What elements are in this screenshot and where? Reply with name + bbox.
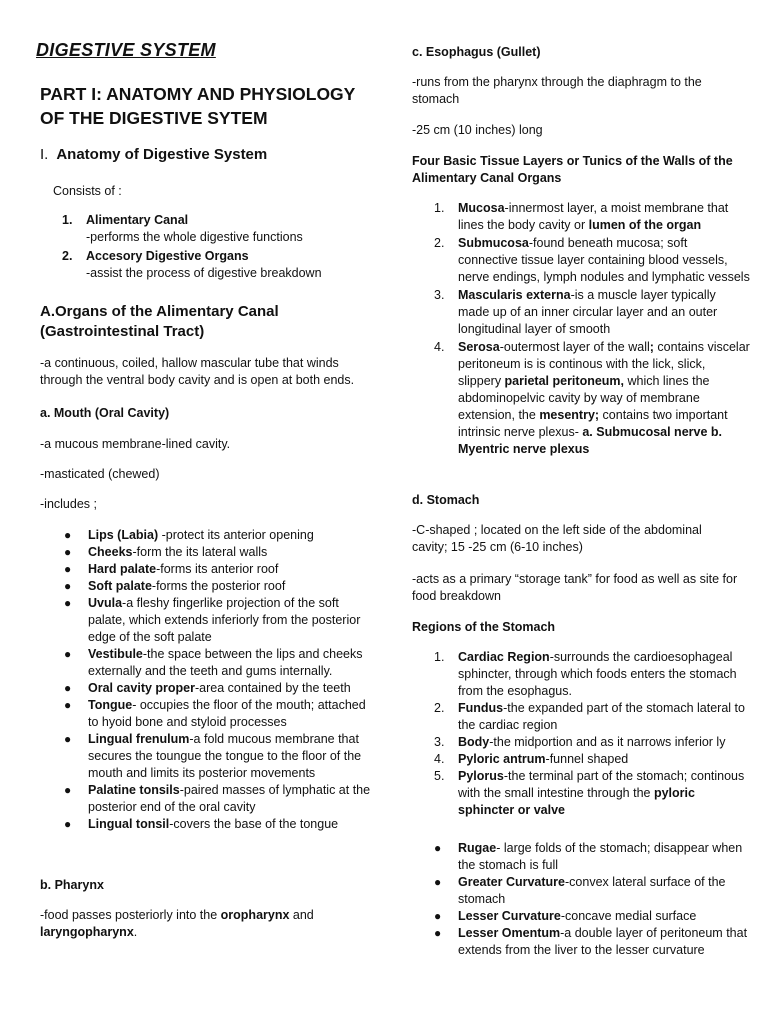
esophagus-length: -25 cm (10 inches) long <box>412 123 543 137</box>
list-item-term: Lesser Omentum <box>458 926 561 940</box>
part-heading <box>40 82 355 130</box>
consists-list <box>40 212 380 282</box>
mouth-parts-list <box>40 527 376 833</box>
list-item-text: -a double layer of peritoneum that extends from the liver to the lesser curvature <box>458 926 748 957</box>
stomach-heading: d. Stomach <box>412 493 480 507</box>
list-item-text: Mascularis externa-is a muscle layer typically made up of an inner circular layer and an outer longitudinal layer of smooth <box>458 288 718 336</box>
list-number: 2. <box>434 236 445 250</box>
list-number: 2. <box>434 701 445 715</box>
list-item <box>40 544 376 561</box>
list-item-term: Vestibule <box>88 647 143 661</box>
bullet-icon: ● <box>64 681 72 695</box>
list-item <box>412 751 748 768</box>
pharynx-description <box>40 907 340 941</box>
list-number: 2. <box>62 249 73 263</box>
pharynx-text: -food passes posteriorly into the <box>40 908 221 922</box>
list-item <box>412 287 750 338</box>
list-item-text: -forms its anterior roof <box>156 562 279 576</box>
list-item-term: Soft palate <box>88 579 152 593</box>
list-item <box>412 649 748 700</box>
list-item-label: Accesory Digestive Organs <box>86 249 249 263</box>
list-number: 1. <box>434 201 445 215</box>
list-item <box>40 527 376 544</box>
list-item <box>412 908 748 925</box>
section-number: I. <box>40 146 49 163</box>
list-item-text: Body-the midportion and as it narrows inferior ly <box>458 735 726 749</box>
esophagus-description: -runs from the pharynx through the diaphragm to the stomach <box>412 75 702 106</box>
mouth-heading: a. Mouth (Oral Cavity) <box>40 406 170 420</box>
list-item-term: Lingual frenulum <box>88 732 190 746</box>
stomach-description: -C-shaped ; located on the left side of the abdominal cavity; 15 -25 cm (6-10 inches) <box>412 523 702 554</box>
bullet-icon: ● <box>434 909 442 923</box>
list-item-term: Oral cavity proper <box>88 681 195 695</box>
right-column <box>410 0 750 1024</box>
list-item-term: Lips (Labia) <box>88 528 159 542</box>
pharynx-term-oropharynx: oropharynx <box>220 908 290 922</box>
list-item-text: Mucosa-innermost layer, a moist membrane that lines the body cavity or lumen of the organ <box>458 201 729 232</box>
mouth-includes: -includes ; <box>40 497 97 511</box>
bullet-icon: ● <box>434 841 442 855</box>
list-item-desc: -assist the process of digestive breakdown <box>86 266 322 280</box>
list-item-term: Lesser Curvature <box>458 909 561 923</box>
list-item <box>40 680 376 697</box>
stomach-features-list <box>412 840 748 959</box>
document-title: DIGESTIVE SYSTEM <box>36 40 216 60</box>
list-item <box>40 595 376 646</box>
list-item-text: -concave medial surface <box>560 909 697 923</box>
list-item-term: Greater Curvature <box>458 875 565 889</box>
list-number: 1. <box>434 650 445 664</box>
list-item-text: Pyloric antrum-funnel shaped <box>458 752 629 766</box>
list-item-term: Hard palate <box>88 562 157 576</box>
mouth-description: -a mucous membrane-lined cavity. <box>40 437 231 451</box>
tunics-heading: Four Basic Tissue Layers or Tunics of the Walls of the Alimentary Canal Organs <box>412 154 733 185</box>
list-item <box>412 339 750 458</box>
list-number: 3. <box>434 735 445 749</box>
list-item-term: Cheeks <box>88 545 133 559</box>
list-item-text: -covers the base of the tongue <box>169 817 339 831</box>
organs-heading-line1: A.Organs of the Alimentary Canal <box>40 303 279 320</box>
list-item-text: Serosa-outermost layer of the wall; contains viscelar peritoneum is is continous with the lick, slick, slippery parietal peritoneum, which lines the abdominopelvic cavity by way of membrane extension, the mesentry; contains two important intrinsic nerve plexus- a. Submucosal nerve b. Myentric nerve plexus <box>458 340 750 456</box>
list-item-desc: -performs the whole digestive functions <box>86 230 303 244</box>
tunics-list <box>412 200 750 459</box>
organs-description: -a continuous, coiled, hallow mascular tube that winds through the ventral body cavity and is open at both ends. <box>40 356 355 387</box>
list-item <box>40 816 376 833</box>
list-item-term: Lingual tonsil <box>88 817 170 831</box>
list-item <box>412 925 748 959</box>
list-item-text: -protect its anterior opening <box>158 528 314 542</box>
list-item <box>412 768 748 819</box>
bullet-icon: ● <box>64 579 72 593</box>
list-item <box>412 874 748 908</box>
pharynx-text: and <box>289 908 314 922</box>
section-title: Anatomy of Digestive System <box>56 146 268 163</box>
organs-heading-line2: (Gastrointestinal Tract) <box>40 323 205 340</box>
list-item <box>412 734 748 751</box>
list-item-text: -form the its lateral walls <box>132 545 268 559</box>
list-item-text: Fundus-the expanded part of the stomach lateral to the cardiac region <box>458 701 745 732</box>
list-item <box>412 200 750 234</box>
list-item-text: Pylorus-the terminal part of the stomach; continous with the small intestine through the pyloric sphincter or valve <box>458 769 745 817</box>
list-item <box>40 731 376 782</box>
list-item-text: Submucosa-found beneath mucosa; soft connective tissue layer containing blood vessels, nerve endings, lymph nodules and lymphatic vessels <box>458 236 750 284</box>
list-item-text: -paired masses of lymphatic at the posterior end of the oral cavity <box>88 783 371 814</box>
list-item-term: Tongue <box>88 698 133 712</box>
list-number: 4. <box>434 340 445 354</box>
list-item-text: - large folds of the stomach; disappear when the stomach is full <box>458 841 743 872</box>
list-item <box>40 697 376 731</box>
bullet-icon: ● <box>64 545 72 559</box>
list-item-text: -forms the posterior roof <box>151 579 286 593</box>
list-item-term: Uvula <box>88 596 123 610</box>
bullet-icon: ● <box>64 562 72 576</box>
part-heading-line2: OF THE DIGESTIVE SYTEM <box>40 108 268 128</box>
bullet-icon: ● <box>64 596 72 610</box>
list-item-text: -a fleshy fingerlike projection of the soft palate, which extends inferiorly from the posterior edge of the soft palate <box>88 596 361 644</box>
list-item <box>40 578 376 595</box>
list-item <box>40 212 380 246</box>
list-item-text: -area contained by the teeth <box>195 681 351 695</box>
list-item-term: Rugae <box>458 841 497 855</box>
list-item <box>40 561 376 578</box>
list-number: 4. <box>434 752 445 766</box>
stomach-function: -acts as a primary “storage tank” for food as well as site for food breakdown <box>412 572 738 603</box>
bullet-icon: ● <box>64 817 72 831</box>
list-item <box>412 235 750 286</box>
bullet-icon: ● <box>64 783 72 797</box>
list-item <box>40 248 380 282</box>
list-item <box>40 782 376 816</box>
regions-heading: Regions of the Stomach <box>412 620 556 634</box>
list-item-text: - occupies the floor of the mouth; attached to hyoid bone and styloid processes <box>88 698 366 729</box>
list-item-text: Cardiac Region-surrounds the cardioesophageal sphincter, through which foods enters the stomach from the esophagus. <box>458 650 737 698</box>
list-item-text: -a fold mucous membrane that secures the toungue the tongue to the floor of the mouth and limits its posterior movements <box>88 732 362 780</box>
consists-label: Consists of : <box>53 184 122 198</box>
pharynx-term-laryngopharynx: laryngopharynx <box>40 925 134 939</box>
bullet-icon: ● <box>64 647 72 661</box>
list-item-text: -convex lateral surface of the stomach <box>458 875 726 906</box>
regions-list <box>412 649 748 819</box>
list-number: 1. <box>62 213 73 227</box>
bullet-icon: ● <box>64 698 72 712</box>
pharynx-heading: b. Pharynx <box>40 878 104 892</box>
bullet-icon: ● <box>64 732 72 746</box>
list-item <box>40 646 376 680</box>
list-item-label: Alimentary Canal <box>86 213 189 227</box>
section-heading <box>40 146 267 163</box>
bullet-icon: ● <box>64 528 72 542</box>
bullet-icon: ● <box>434 875 442 889</box>
esophagus-heading: c. Esophagus (Gullet) <box>412 45 541 59</box>
organs-heading <box>40 302 279 342</box>
list-item <box>412 840 748 874</box>
bullet-icon: ● <box>434 926 442 940</box>
left-column <box>36 0 381 1024</box>
part-heading-line1: PART I: ANATOMY AND PHYSIOLOGY <box>40 84 356 104</box>
list-item-term: Palatine tonsils <box>88 783 180 797</box>
list-number: 3. <box>434 288 445 302</box>
list-item <box>412 700 748 734</box>
list-item-text: -the space between the lips and cheeks externally and the teeth and gums internally. <box>88 647 363 678</box>
list-number: 5. <box>434 769 445 783</box>
pharynx-text: . <box>133 925 138 939</box>
mouth-masticated: -masticated (chewed) <box>40 467 160 481</box>
